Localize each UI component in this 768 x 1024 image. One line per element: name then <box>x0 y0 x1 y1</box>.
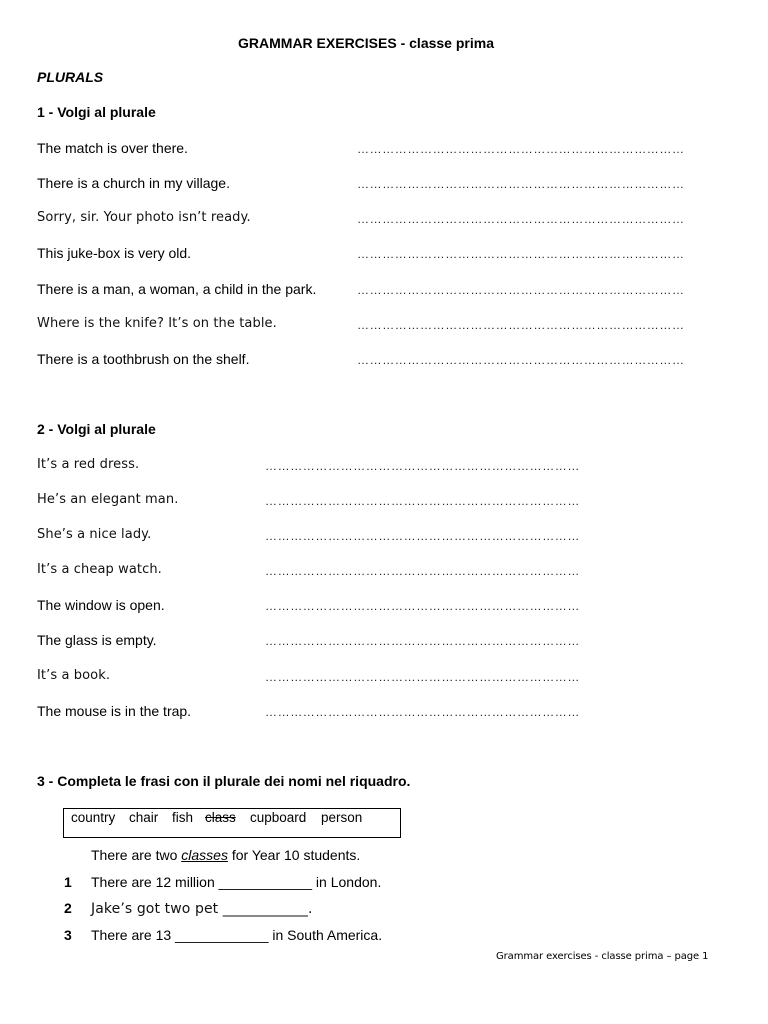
example-answer: classes <box>181 847 228 863</box>
ex1-sentence: Where is the knife? It’s on the table. <box>37 316 277 331</box>
ex1-sentence: There is a man, a woman, a child in the park. <box>37 281 317 297</box>
ex2-sentence: The glass is empty. <box>37 632 157 648</box>
sentence-number: 2 <box>64 900 72 916</box>
ex1-sentence: Sorry, sir. Your photo isn’t ready. <box>37 210 251 225</box>
box-word: chair <box>129 810 159 825</box>
ex2-sentence: It’s a red dress. <box>37 457 140 472</box>
ex1-answer-line: …………………………………………………………………… <box>357 177 685 191</box>
box-word: cupboard <box>250 810 307 825</box>
ex1-sentence: This juke-box is very old. <box>37 245 192 261</box>
exercise-1-heading: 1 - Volgi al plurale <box>37 104 156 120</box>
ex2-answer-line: ………………………………………………………………… <box>265 705 580 719</box>
example-text-before: There are two <box>91 847 182 863</box>
ex2-sentence: The mouse is in the trap. <box>37 703 192 719</box>
ex2-answer-line: ………………………………………………………………… <box>265 459 580 473</box>
box-word: country <box>71 810 116 825</box>
ex1-answer-line: …………………………………………………………………… <box>357 142 685 156</box>
ex2-answer-line: ………………………………………………………………… <box>265 494 580 508</box>
ex2-sentence: It’s a book. <box>37 668 111 683</box>
fill-in-sentence: There are 13 ____________ in South America. <box>91 927 383 943</box>
example-sentence <box>91 847 360 863</box>
ex2-sentence: He’s an elegant man. <box>37 492 179 507</box>
ex1-answer-line: …………………………………………………………………… <box>357 283 685 297</box>
exercise-2-heading: 2 - Volgi al plurale <box>37 421 156 437</box>
ex2-answer-line: ………………………………………………………………… <box>265 529 580 543</box>
box-word-crossed-out: class <box>205 810 236 825</box>
ex1-answer-line: …………………………………………………………………… <box>357 353 685 367</box>
ex2-answer-line: ………………………………………………………………… <box>265 564 580 578</box>
page-footer: Grammar exercises - classe prima – page 1 <box>496 951 709 962</box>
box-word: person <box>321 810 363 825</box>
word-box <box>63 808 401 838</box>
ex2-answer-line: ………………………………………………………………… <box>265 599 580 613</box>
ex2-answer-line: ………………………………………………………………… <box>265 670 580 684</box>
ex1-sentence: The match is over there. <box>37 140 188 156</box>
box-word: fish <box>172 810 194 825</box>
ex1-answer-line: …………………………………………………………………… <box>357 247 685 261</box>
section-title: PLURALS <box>37 69 104 85</box>
fill-in-sentence: There are 12 million ____________ in London. <box>91 874 382 890</box>
ex2-sentence: She’s a nice lady. <box>37 527 152 542</box>
sentence-number: 3 <box>64 927 72 943</box>
ex1-answer-line: …………………………………………………………………… <box>357 212 685 226</box>
sentence-number: 1 <box>64 874 72 890</box>
ex2-sentence: It’s a cheap watch. <box>37 562 162 577</box>
ex2-sentence: The window is open. <box>37 597 165 613</box>
ex2-answer-line: ………………………………………………………………… <box>265 634 580 648</box>
exercise-3-heading: 3 - Completa le frasi con il plurale dei nomi nel riquadro. <box>37 773 411 789</box>
ex1-sentence: There is a church in my village. <box>37 175 230 191</box>
ex1-sentence: There is a toothbrush on the shelf. <box>37 351 250 367</box>
fill-in-sentence: Jake’s got two pet ____________. <box>91 901 313 917</box>
ex1-answer-line: …………………………………………………………………… <box>357 318 685 332</box>
page-title: GRAMMAR EXERCISES - classe prima <box>238 35 494 51</box>
example-text-after: for Year 10 students. <box>227 847 361 863</box>
